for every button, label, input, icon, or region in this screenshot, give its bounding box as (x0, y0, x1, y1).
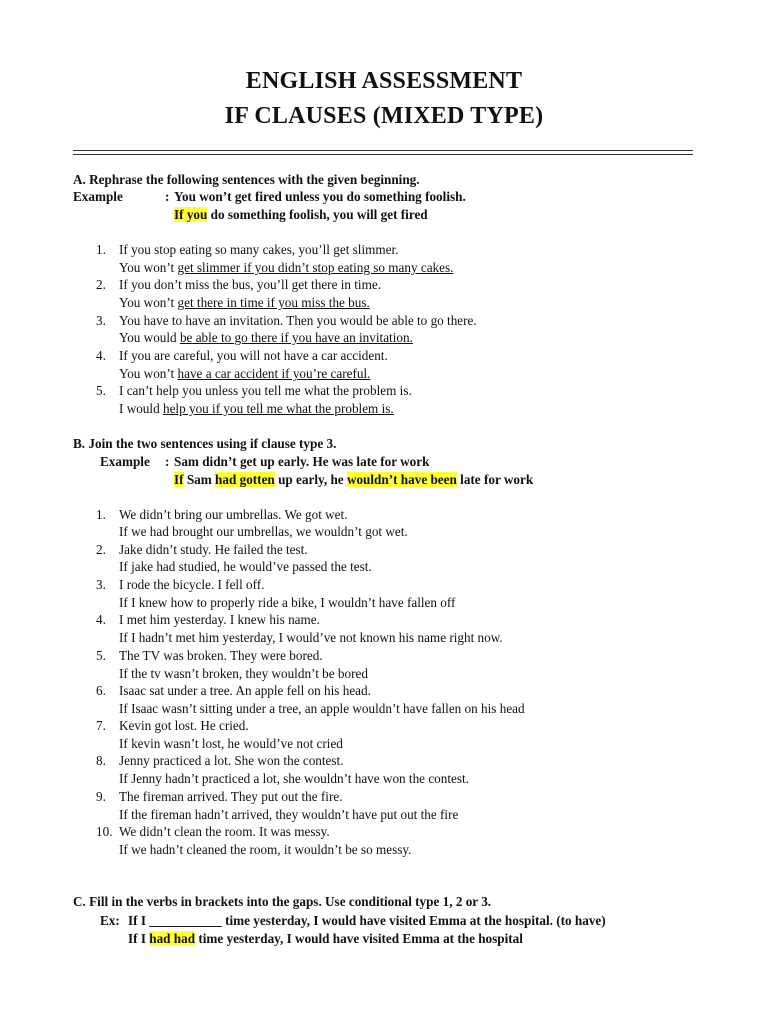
item-answer: If we hadn’t cleaned the room, it wouldn’t be so messy. (119, 842, 412, 857)
example-answer-rest: do something foolish, you will get fired (210, 207, 428, 222)
item-number: 5. (96, 383, 106, 398)
item-answer (119, 401, 394, 417)
item-number: 7. (96, 718, 106, 733)
answer-text: get slimmer if you didn’t stop eating so many cakes. (177, 260, 454, 275)
answer-prefix: You won’t (119, 295, 175, 310)
section-b-example-answer (174, 472, 533, 488)
highlighted-text: had gotten (215, 472, 275, 487)
section-b-example-question: Sam didn’t get up early. He was late for work (174, 454, 430, 469)
section-a-heading: A. Rephrase the following sentences with the given beginning. (73, 172, 420, 187)
item-number: 1. (96, 242, 106, 257)
highlighted-text: wouldn’t have been (346, 472, 457, 487)
item-question: If you don’t miss the bus, you’ll get there in time. (119, 277, 382, 292)
item-answer: If we had brought our umbrellas, we wouldn’t got wet. (119, 524, 408, 539)
section-a-example-answer (174, 207, 428, 223)
item-question: The fireman arrived. They put out the fire. (119, 789, 343, 804)
section-b-example-label: Example (100, 454, 150, 469)
item-question: I can’t help you unless you tell me what the problem is. (119, 383, 412, 398)
section-c-example-question: If I ___________ time yesterday, I would have visited Emma at the hospital. (to have) (128, 913, 606, 928)
item-answer: If I hadn’t met him yesterday, I would’ve not known his name right now. (119, 630, 503, 645)
item-answer (119, 260, 453, 276)
section-c-example-answer (128, 931, 523, 947)
item-answer: If Isaac wasn’t sitting under a tree, an apple wouldn’t have fallen on his head (119, 701, 525, 716)
item-question: Kevin got lost. He cried. (119, 718, 249, 733)
answer-prefix: You won’t (119, 366, 175, 381)
document-title: ENGLISH ASSESSMENT (245, 68, 523, 94)
item-answer (119, 295, 370, 311)
item-question: We didn’t bring our umbrellas. We got wet. (119, 507, 348, 522)
item-number: 4. (96, 348, 106, 363)
item-question: If you are careful, you will not have a car accident. (119, 348, 388, 363)
section-c-heading: C. Fill in the verbs in brackets into the gaps. Use conditional type 1, 2 or 3. (73, 894, 492, 909)
example-answer-part: up early, he (278, 472, 344, 487)
item-number: 8. (96, 753, 106, 768)
answer-prefix: You would (119, 330, 177, 345)
item-question: Isaac sat under a tree. An apple fell on his head. (119, 683, 371, 698)
item-answer: If jake had studied, he would’ve passed the test. (119, 559, 372, 574)
item-answer: If kevin wasn’t lost, he would’ve not cried (119, 736, 343, 751)
item-number: 9. (96, 789, 106, 804)
section-a-example-colon: : (165, 189, 170, 204)
item-answer: If Jenny hadn’t practiced a lot, she wouldn’t have won the contest. (119, 771, 469, 786)
section-b-heading: B. Join the two sentences using if clause type 3. (73, 436, 337, 451)
highlighted-text: If (174, 472, 184, 487)
highlighted-text: If you (174, 207, 208, 222)
example-answer-part: Sam (186, 472, 212, 487)
item-question: I met him yesterday. I knew his name. (119, 612, 320, 627)
answer-text: be able to go there if you have an invitation. (179, 330, 413, 345)
answer-prefix: I would (119, 401, 160, 416)
item-question: I rode the bicycle. I fell off. (119, 577, 265, 592)
section-c-example-label: Ex: (100, 913, 120, 928)
item-answer (119, 366, 370, 382)
item-answer (119, 330, 413, 346)
item-number: 2. (96, 277, 106, 292)
document-subtitle: IF CLAUSES (MIXED TYPE) (224, 103, 544, 129)
example-answer-part: late for work (460, 472, 534, 487)
item-number: 2. (96, 542, 106, 557)
item-question: The TV was broken. They were bored. (119, 648, 323, 663)
section-a-example-label: Example (73, 189, 123, 204)
title-divider-top (73, 150, 693, 151)
item-question: Jake didn’t study. He failed the test. (119, 542, 308, 557)
answer-text: get there in time if you miss the bus. (177, 295, 370, 310)
item-question: Jenny practiced a lot. She won the contest. (119, 753, 344, 768)
answer-text: help you if you tell me what the problem is. (162, 401, 394, 416)
item-number: 3. (96, 313, 106, 328)
item-number: 5. (96, 648, 106, 663)
item-number: 1. (96, 507, 106, 522)
highlighted-text: had had (149, 931, 196, 946)
item-answer: If the tv wasn’t broken, they wouldn’t be bored (119, 666, 368, 681)
item-number: 10. (96, 824, 113, 839)
item-question: If you stop eating so many cakes, you’ll get slimmer. (119, 242, 399, 257)
title-divider-bottom (73, 154, 693, 155)
item-number: 6. (96, 683, 106, 698)
item-question: We didn’t clean the room. It was messy. (119, 824, 330, 839)
item-number: 3. (96, 577, 106, 592)
item-question: You have to have an invitation. Then you would be able to go there. (119, 313, 477, 328)
item-number: 4. (96, 612, 106, 627)
answer-text: have a car accident if you’re careful. (177, 366, 371, 381)
section-b-example-colon: : (165, 454, 170, 469)
example-answer-part: time yesterday, I would have visited Emma at the hospital (198, 931, 523, 946)
answer-prefix: You won’t (119, 260, 175, 275)
section-a-example-question: You won’t get fired unless you do something foolish. (174, 189, 466, 204)
example-answer-part: If I (128, 931, 146, 946)
item-answer: If I knew how to properly ride a bike, I wouldn’t have fallen off (119, 595, 456, 610)
item-answer: If the fireman hadn’t arrived, they wouldn’t have put out the fire (119, 807, 459, 822)
